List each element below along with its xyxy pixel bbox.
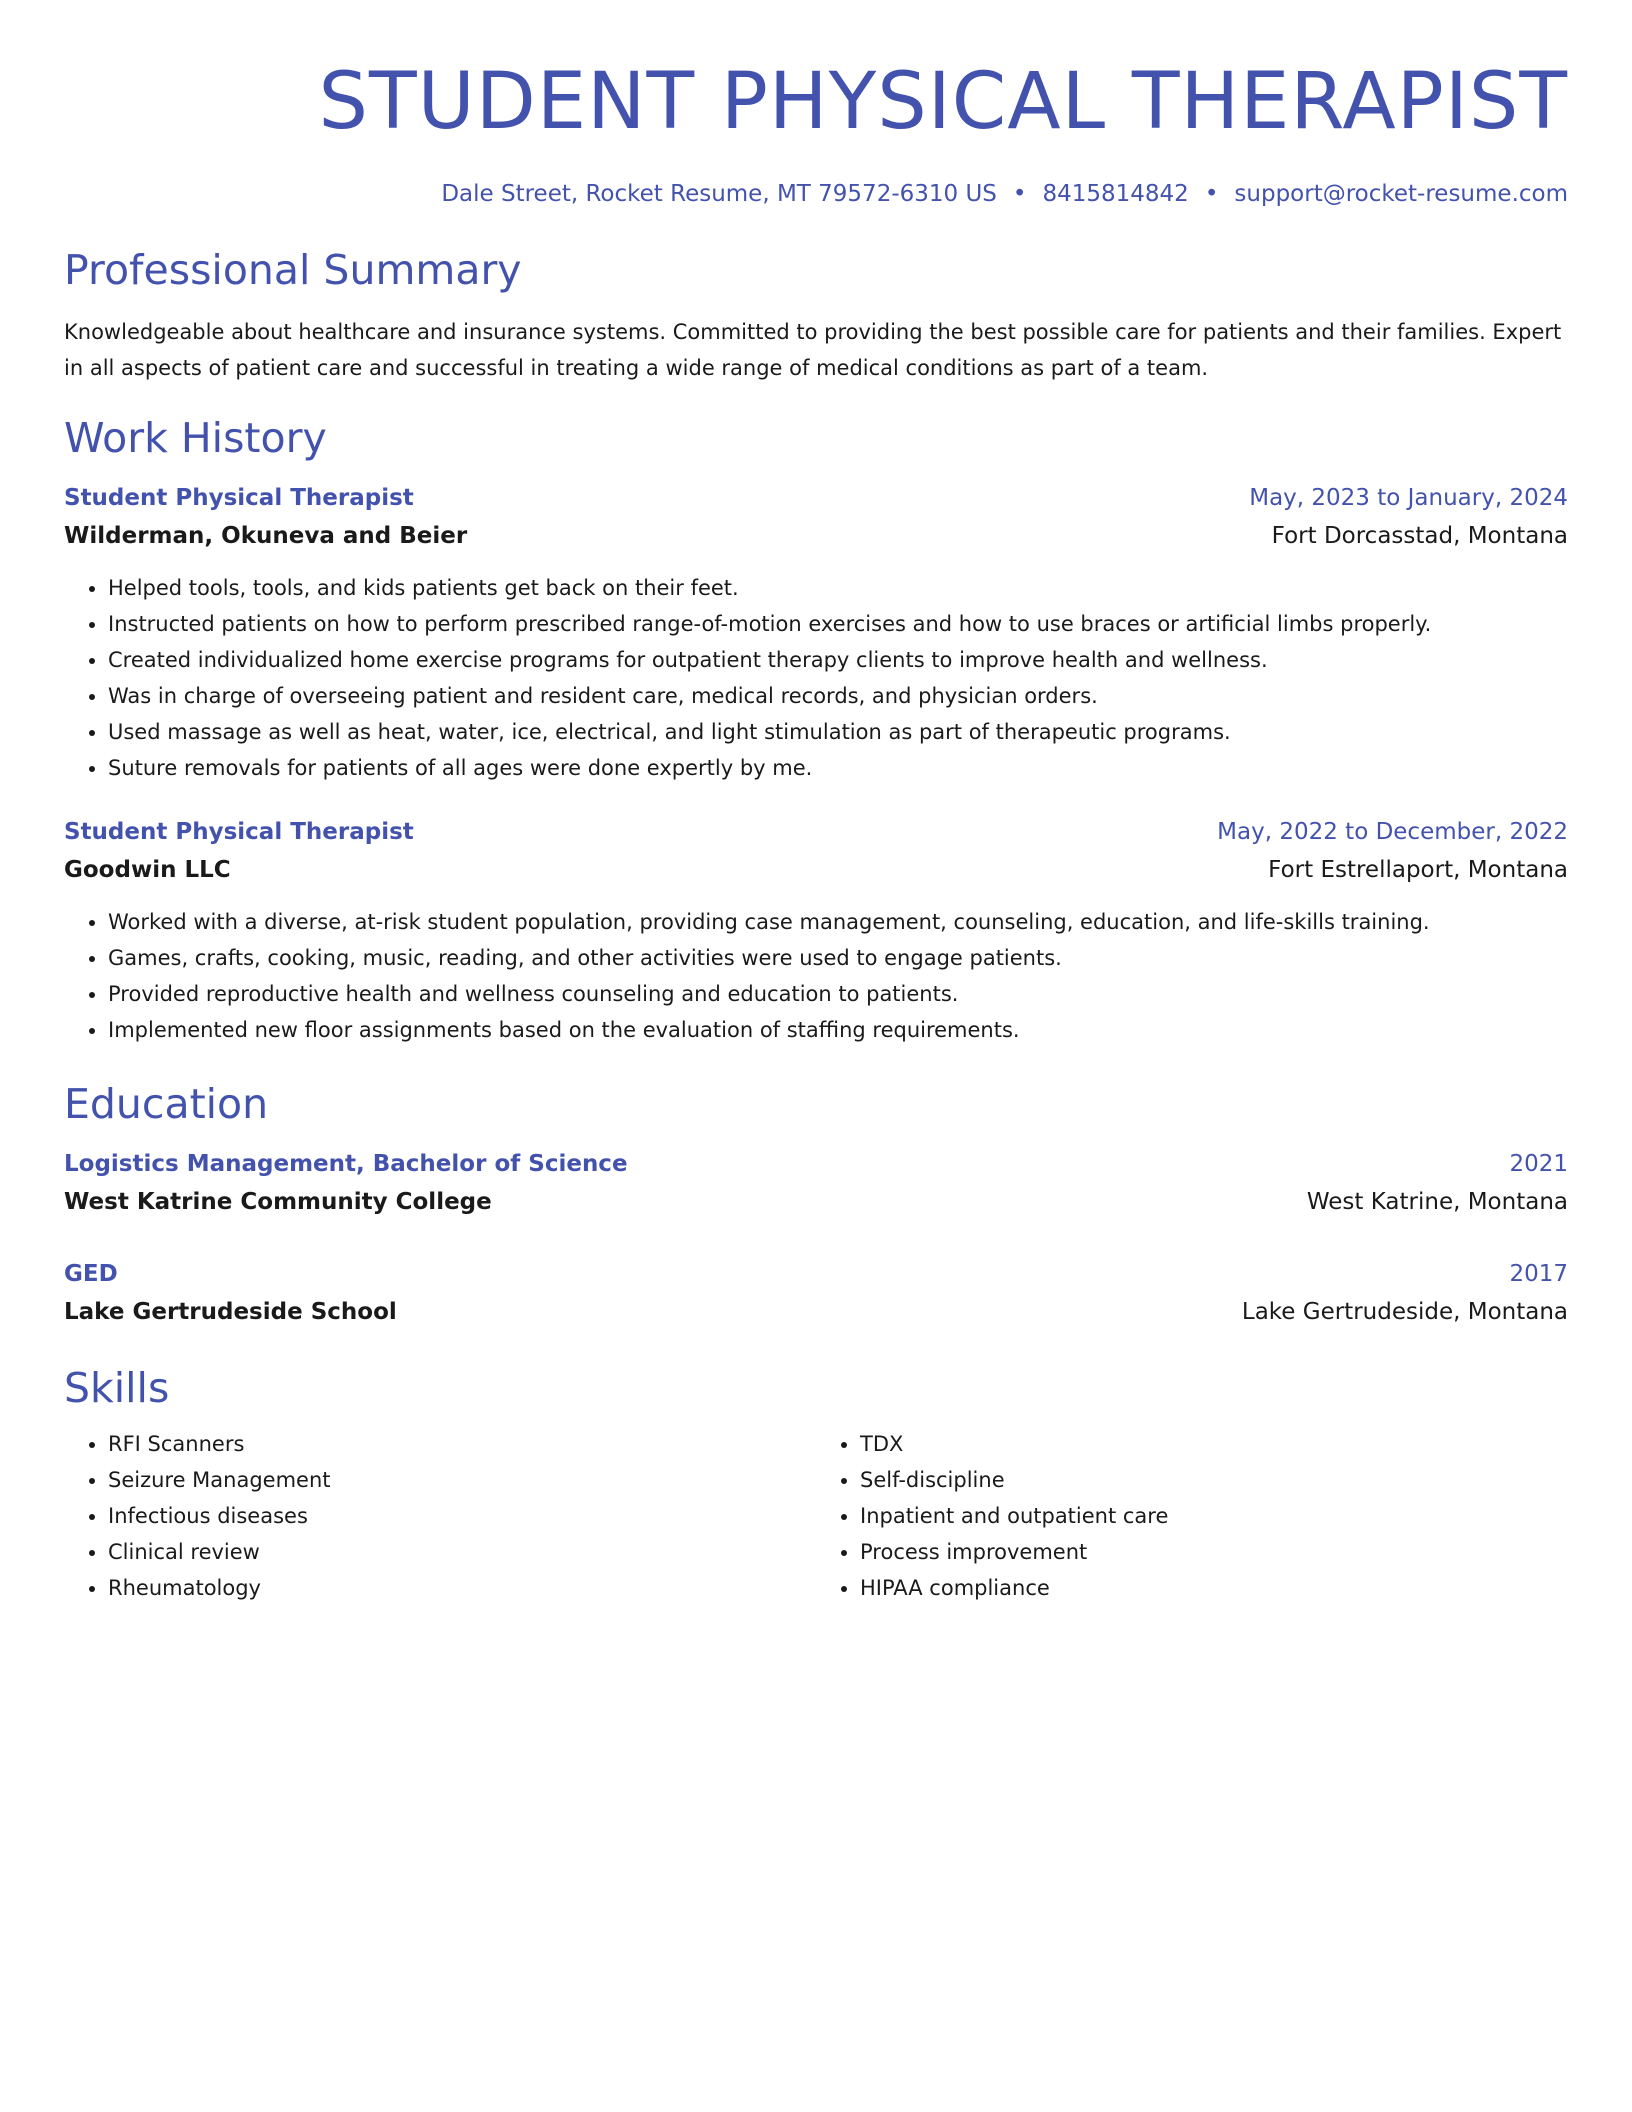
skills-list-left — [64, 1426, 816, 1606]
job-entry — [64, 814, 1568, 1048]
job-location: Fort Dorcasstad, Montana — [1271, 523, 1568, 549]
section-title-work-history: Work History — [64, 414, 327, 462]
job-duty-item: • Helped tools, tools, and kids patients get back on their feet. — [108, 570, 1568, 606]
job-duty-item: • Used massage as well as heat, water, ice, electrical, and light stimulation as part of therapeutic programs. — [108, 714, 1568, 750]
job-duty-item: • Worked with a diverse, at-risk student population, providing case management, counseling, education, and life-skills training. — [108, 904, 1568, 940]
summary-text: Knowledgeable about healthcare and insurance systems. Committed to providing the best possible care for patients and their families. Expert in all aspects of patient care and successful in treating a wide range of medical conditions as part of a team. — [64, 320, 1562, 380]
skills-columns — [64, 1426, 1568, 1606]
job-company-row — [64, 850, 1568, 890]
education-year: 2017 — [1509, 1261, 1568, 1287]
education-location: West Katrine, Montana — [1306, 1189, 1568, 1215]
section-title-summary: Professional Summary — [64, 246, 522, 294]
education-entry — [64, 1256, 1568, 1332]
skill-item: • Clinical review — [108, 1534, 816, 1570]
skill-item: • Rheumatology — [108, 1570, 816, 1606]
skill-item: • Seizure Management — [108, 1462, 816, 1498]
job-duty-item: • Games, crafts, cooking, music, reading, and other activities were used to engage patients. — [108, 940, 1568, 976]
skill-item: • Inpatient and outpatient care — [860, 1498, 1568, 1534]
education-entry — [64, 1146, 1568, 1222]
job-duty-item: • Created individualized home exercise programs for outpatient therapy clients to improve health and wellness. — [108, 642, 1568, 678]
section-title-skills: Skills — [64, 1364, 170, 1412]
job-role-row — [64, 814, 1568, 850]
contact-line — [64, 178, 1568, 210]
job-duty-item: • Suture removals for patients of all ages were done expertly by me. — [108, 750, 1568, 786]
job-duties-list — [64, 570, 1568, 786]
job-duty-item: • Was in charge of overseeing patient and resident care, medical records, and physician orders. — [108, 678, 1568, 714]
education-degree-row — [64, 1146, 1568, 1182]
job-duties-list — [64, 904, 1568, 1048]
skill-item: • Infectious diseases — [108, 1498, 816, 1534]
job-location: Fort Estrellaport, Montana — [1268, 857, 1568, 883]
job-dates: May, 2023 to January, 2024 — [1249, 485, 1568, 511]
job-duty-item: • Instructed patients on how to perform prescribed range-of-motion exercises and how to use braces or artificial limbs properly. — [108, 606, 1568, 642]
job-role-row — [64, 480, 1568, 516]
education-location: Lake Gertrudeside, Montana — [1241, 1299, 1568, 1325]
contact-email[interactable]: support@rocket-resume.com — [1234, 181, 1568, 207]
education-degree-row — [64, 1256, 1568, 1292]
education-school-row — [64, 1292, 1568, 1332]
candidate-title: STUDENT PHYSICAL THERAPIST — [318, 57, 1568, 147]
contact-phone: 8415814842 — [1042, 181, 1189, 207]
contact-separator: • — [1204, 181, 1219, 207]
education-school: West Katrine Community College — [64, 1189, 492, 1215]
education-degree: Logistics Management, Bachelor of Science — [64, 1151, 628, 1177]
contact-address: Dale Street, Rocket Resume, MT 79572-6310 US — [441, 181, 997, 207]
job-role: Student Physical Therapist — [64, 819, 414, 845]
skill-item: • TDX — [860, 1426, 1568, 1462]
skill-item: • HIPAA compliance — [860, 1570, 1568, 1606]
education-degree: GED — [64, 1261, 118, 1287]
education-school-row — [64, 1182, 1568, 1222]
education-year: 2021 — [1509, 1151, 1568, 1177]
skill-item: • Self-discipline — [860, 1462, 1568, 1498]
resume-header — [64, 52, 1568, 210]
skill-item: • Process improvement — [860, 1534, 1568, 1570]
job-dates: May, 2022 to December, 2022 — [1217, 819, 1568, 845]
job-company: Goodwin LLC — [64, 857, 231, 883]
job-company: Wilderman, Okuneva and Beier — [64, 523, 468, 549]
job-duty-item: • Implemented new floor assignments based on the evaluation of staffing requirements. — [108, 1012, 1568, 1048]
skill-item: • RFI Scanners — [108, 1426, 816, 1462]
job-duty-item: • Provided reproductive health and wellness counseling and education to patients. — [108, 976, 1568, 1012]
education-school: Lake Gertrudeside School — [64, 1299, 397, 1325]
section-title-education: Education — [64, 1080, 269, 1128]
skills-list-right — [816, 1426, 1568, 1606]
job-role: Student Physical Therapist — [64, 485, 414, 511]
job-entry — [64, 480, 1568, 786]
job-company-row — [64, 516, 1568, 556]
contact-separator: • — [1012, 181, 1027, 207]
